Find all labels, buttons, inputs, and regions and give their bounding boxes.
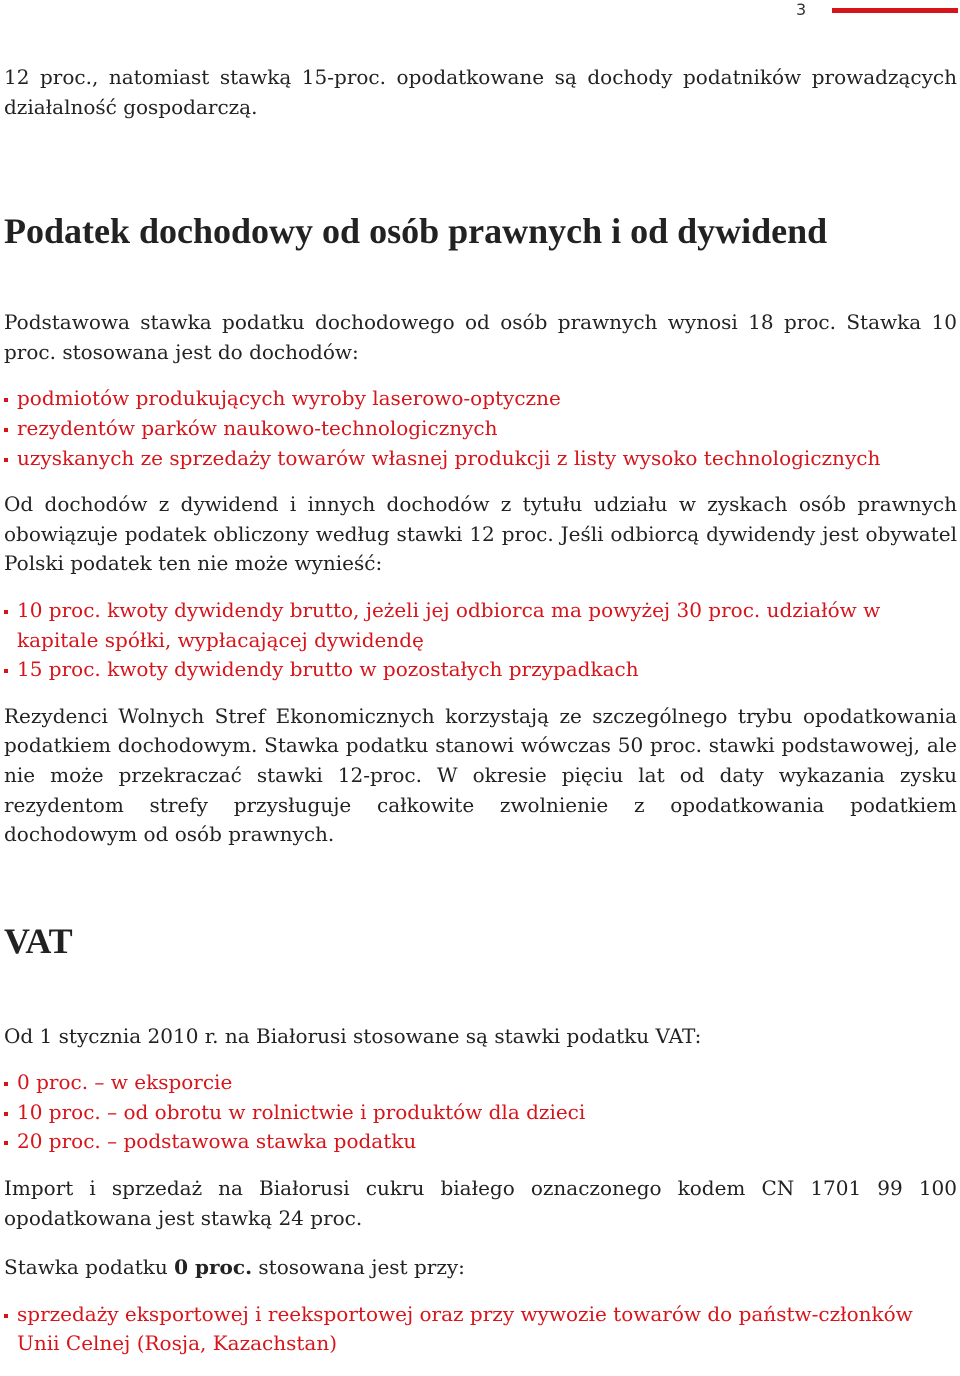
document-body xyxy=(4,63,957,1376)
list-vat-rates xyxy=(4,1068,957,1157)
list-item: rezydentów parków naukowo-technologicznych xyxy=(4,414,957,444)
list-item: uzyskanych ze sprzedaży towarów własnej produkcji z listy wysoko technologicznych xyxy=(4,444,957,474)
paragraph-dividends: Od dochodów z dywidend i innych dochodów z tytułu udziału w zyskach osób prawnych obowiązuje podatek obliczony według stawki 12 proc. Jeśli odbiorcą dywidendy jest obywatel Polski podatek ten nie może wynieść: xyxy=(4,492,957,576)
paragraph-sugar-import: Import i sprzedaż na Białorusi cukru białego oznaczonego kodem CN 1701 99 100 opodatkowana jest stawką 24 proc. xyxy=(4,1176,957,1230)
zero-rate-prefix: Stawka podatku xyxy=(4,1255,175,1280)
page-number: 3 xyxy=(796,0,807,19)
intro-paragraph: 12 proc., natomiast stawką 15-proc. opodatkowane są dochody podatników prowadzących działalność gospodarczą. xyxy=(4,65,957,119)
list-item: 20 proc. – podstawowa stawka podatku xyxy=(4,1127,957,1157)
section-heading-vat: VAT xyxy=(4,920,73,961)
zero-rate-bold: 0 proc. xyxy=(174,1255,253,1280)
zero-rate-suffix: stosowana jest przy: xyxy=(252,1255,465,1280)
list-item: sprzedaży eksportowej i reeksportowej oraz przy wywozie towarów do państw-członków Unii Celnej (Rosja, Kazachstan) xyxy=(4,1300,957,1359)
list-item: 10 proc. – od obrotu w rolnictwie i produktów dla dzieci xyxy=(4,1098,957,1128)
list-zero-rate-cases xyxy=(4,1300,957,1359)
list-reduced-rate-incomes xyxy=(4,384,957,473)
paragraph-zero-rate xyxy=(4,1253,957,1283)
list-item: 10 proc. kwoty dywidendy brutto, jeżeli jej odbiorca ma powyżej 30 proc. udziałów w kapitale spółki, wypłacającej dywidendę xyxy=(4,596,957,655)
list-item: podmiotów produkujących wyroby laserowo-optyczne xyxy=(4,384,957,414)
list-dividend-limits xyxy=(4,596,957,685)
section-heading-income-tax: Podatek dochodowy od osób prawnych i od dywidend xyxy=(4,211,828,252)
list-item: 15 proc. kwoty dywidendy brutto w pozostałych przypadkach xyxy=(4,655,957,685)
header-accent-rule xyxy=(832,8,958,13)
paragraph-vat-intro: Od 1 stycznia 2010 r. na Białorusi stosowane są stawki podatku VAT: xyxy=(4,1023,702,1048)
list-item: 0 proc. – w eksporcie xyxy=(4,1068,957,1098)
paragraph-free-economic-zones: Rezydenci Wolnych Stref Ekonomicznych korzystają ze szczególnego trybu opodatkowania podatkiem dochodowym. Stawka podatku stanowi wówczas 50 proc. stawki podstawowej, ale nie może przekraczać stawki 12-proc. W okresie pięciu lat od daty wykazania zysku rezydentom strefy przysługuje całkowite zwolnienie z opodatkowania podatkiem dochodowym od osób prawnych. xyxy=(4,703,957,847)
paragraph-corporate-rate: Podstawowa stawka podatku dochodowego od osób prawnych wynosi 18 proc. Stawka 10 proc. stosowana jest do dochodów: xyxy=(4,310,957,364)
